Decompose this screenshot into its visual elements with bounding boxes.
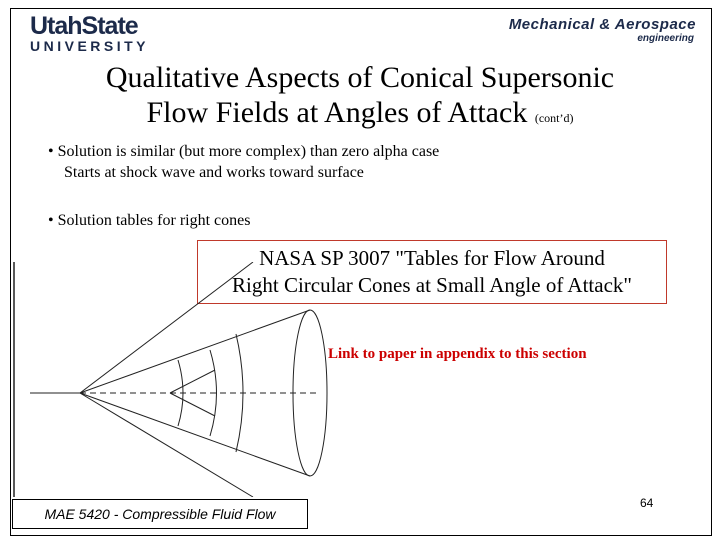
course-footer: MAE 5420 - Compressible Fluid Flow (12, 499, 308, 529)
bullet-1-continuation: Starts at shock wave and works toward surface (64, 164, 364, 181)
logo-mae-line2: engineering (637, 33, 694, 44)
utah-state-logo (30, 14, 152, 54)
page-number: 64 (640, 496, 654, 510)
logo-usu-line2: UNIVERSITY (30, 38, 150, 54)
mae-logo (468, 17, 696, 44)
title-suffix: (cont’d) (534, 111, 574, 125)
cone-geometry (14, 262, 327, 497)
title-line1: Qualitative Aspects of Conical Supersonic (105, 61, 615, 94)
appendix-link[interactable]: Link to paper in appendix to this section (328, 346, 587, 362)
slide-title (40, 60, 680, 136)
nasa-line1: NASA SP 3007 "Tables for Flow Around (259, 246, 605, 270)
title-line2: Flow Fields at Angles of Attack (146, 96, 528, 129)
nasa-line2: Right Circular Cones at Small Angle of Attack" (232, 273, 632, 297)
logo-mae-line1: Mechanical & Aerospace (508, 16, 696, 33)
bullet-1: • Solution is similar (but more complex) than zero alpha case (48, 143, 440, 160)
bullet-2: • Solution tables for right cones (48, 212, 251, 229)
cone-diagram (10, 262, 335, 497)
title-line2-wrap (40, 95, 680, 136)
logo-usu-line1: UtahState (30, 12, 138, 40)
